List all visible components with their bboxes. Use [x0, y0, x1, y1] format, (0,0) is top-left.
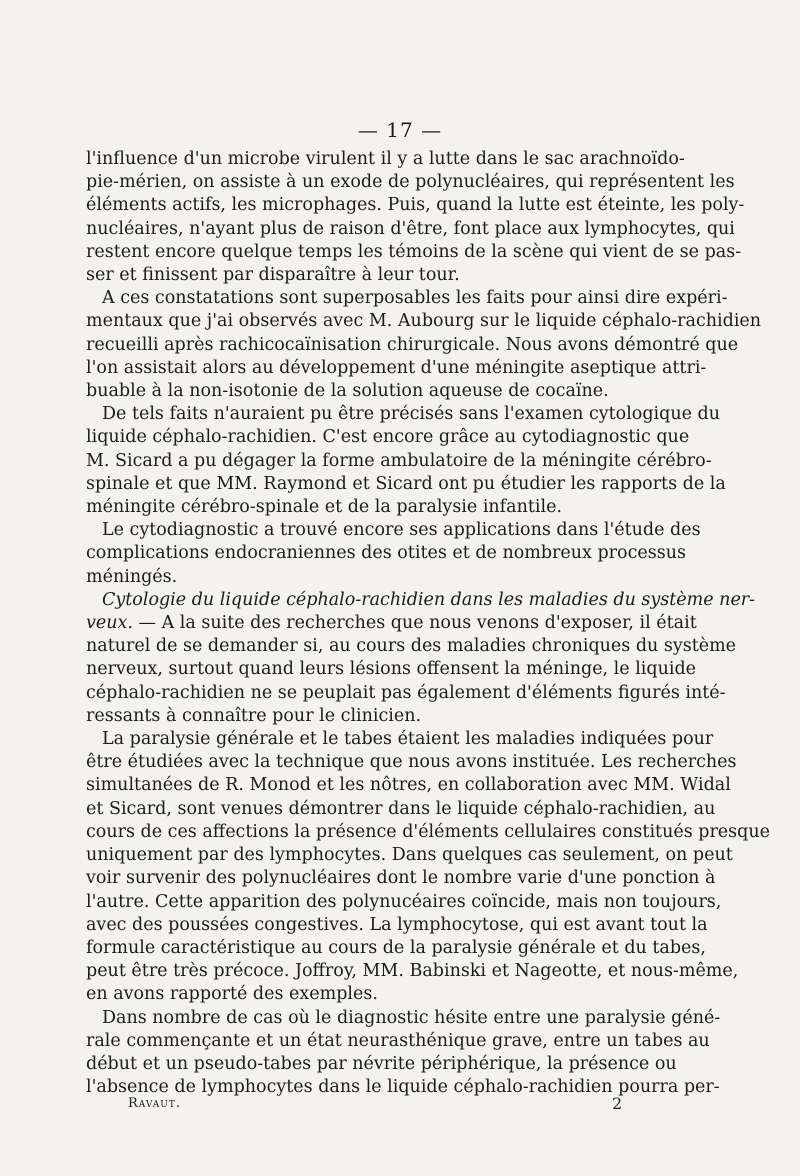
text-line: La paralysie générale et le tabes étaient les maladies indiquées pour [102, 729, 714, 750]
text-line: l'influence d'un microbe virulent il y a lutte dans le sac arachnoïdo- [86, 149, 685, 169]
text-line: simultanées de R. Monod et les nôtres, en collaboration avec MM. Widal [86, 775, 731, 796]
text-line [86, 612, 697, 635]
text-continuation: — A la suite des recherches que nous venons d'exposer, il était [132, 613, 697, 634]
text-line: Le cytodiagnostic a trouvé encore ses applications dans l'étude des [102, 520, 701, 541]
paragraph [86, 519, 701, 589]
text-line: complications endocraniennes des otites et de nombreux processus [86, 543, 686, 564]
text-line: céphalo-rachidien ne se peuplait pas également d'éléments figurés inté- [86, 682, 726, 703]
text-line: nerveux, surtout quand leurs lésions offensent la méninge, le liquide [86, 659, 697, 680]
text-line: naturel de se demander si, au cours des maladies chroniques du système [86, 636, 737, 657]
paragraph [86, 589, 756, 728]
text-line: ser et finissent par disparaître à leur tour. [86, 265, 460, 286]
text-line: début et un pseudo-tabes par névrite périphérique, la présence ou [86, 1053, 677, 1074]
page-number: — 17 — [357, 118, 443, 142]
text-line: A ces constatations sont superposables les faits pour ainsi dire expéri- [102, 288, 728, 309]
paragraph [86, 287, 762, 403]
text-line: formule caractéristique au cours de la paralysie générale et du tabes, [86, 937, 706, 958]
text-line: recueilli après rachicocaïnisation chirurgicale. Nous avons démontré que [86, 334, 739, 355]
paragraph [86, 148, 745, 287]
text-line: l'autre. Cette apparition des polynucéaires coïncide, mais non toujours, [86, 891, 722, 912]
text-line: liquide céphalo-rachidien. C'est encore grâce au cytodiagnostic que [86, 427, 690, 448]
text-line: voir survenir des polynucléaires dont le nombre varie d'une ponction à [86, 868, 716, 889]
text-line: De tels faits n'auraient pu être précisés sans l'examen cytologique du [102, 404, 721, 425]
text-line: mentaux que j'ai observés avec M. Aubourg sur le liquide céphalo-rachidien [86, 311, 762, 332]
text-line: buable à la non-isotonie de la solution aqueuse de cocaïne. [86, 381, 609, 402]
paragraph [86, 403, 726, 519]
text-line: pie-mérien, on assiste à un exode de polynucléaires, qui représentent les [86, 172, 735, 193]
text-line: et Sicard, sont venues démontrer dans le liquide céphalo-rachidien, au [86, 798, 716, 819]
section-heading-line: Cytologie du liquide céphalo-rachidien dans les maladies du système ner- [102, 589, 756, 610]
text-line: Dans nombre de cas où le diagnostic hésite entre une paralysie géné- [102, 1007, 721, 1028]
footer-author: Ravaut. [128, 1096, 181, 1111]
text-line: l'on assistait alors au développement d'une méningite aseptique attri- [86, 357, 707, 378]
text-line: méningés. [86, 566, 178, 587]
text-line: rale commençante et un état neurasthénique grave, entre un tabes au [86, 1030, 710, 1051]
text-line: éléments actifs, les microphages. Puis, quand la lutte est éteinte, les poly- [86, 195, 745, 216]
text-line: spinale et que MM. Raymond et Sicard ont pu étudier les rapports de la [86, 473, 726, 494]
text-line: peut être très précoce. Joffroy, MM. Babinski et Nageotte, et nous-même, [86, 961, 739, 982]
text-line: méningite cérébro-spinale et de la paralysie infantile. [86, 497, 563, 518]
text-line: uniquement par des lymphocytes. Dans quelques cas seulement, on peut [86, 845, 733, 866]
text-line: être étudiées avec la technique que nous avons instituée. Les recherches [86, 752, 737, 773]
text-line: restent encore quelque temps les témoins de la scène qui vient de se pas- [86, 241, 742, 262]
text-line: avec des poussées congestives. La lymphocytose, qui est avant tout la [86, 914, 708, 935]
text-line: nucléaires, n'ayant plus de raison d'être, font place aux lymphocytes, qui [86, 218, 735, 239]
body-text [86, 148, 770, 1099]
paragraph [86, 1007, 721, 1100]
text-line: en avons rapporté des exemples. [86, 984, 378, 1005]
section-heading-end: veux. [86, 613, 133, 634]
text-line: M. Sicard a pu dégager la forme ambulatoire de la méningite cérébro- [86, 450, 712, 471]
text-line: l'absence de lymphocytes dans le liquide céphalo-rachidien pourra per- [86, 1077, 720, 1098]
paragraph [86, 728, 770, 1006]
text-line: ressants à connaître pour le clinicien. [86, 705, 422, 726]
text-line: cours de ces affections la présence d'éléments cellulaires constitués presque [86, 821, 770, 842]
footer-signature-mark: 2 [612, 1094, 623, 1113]
